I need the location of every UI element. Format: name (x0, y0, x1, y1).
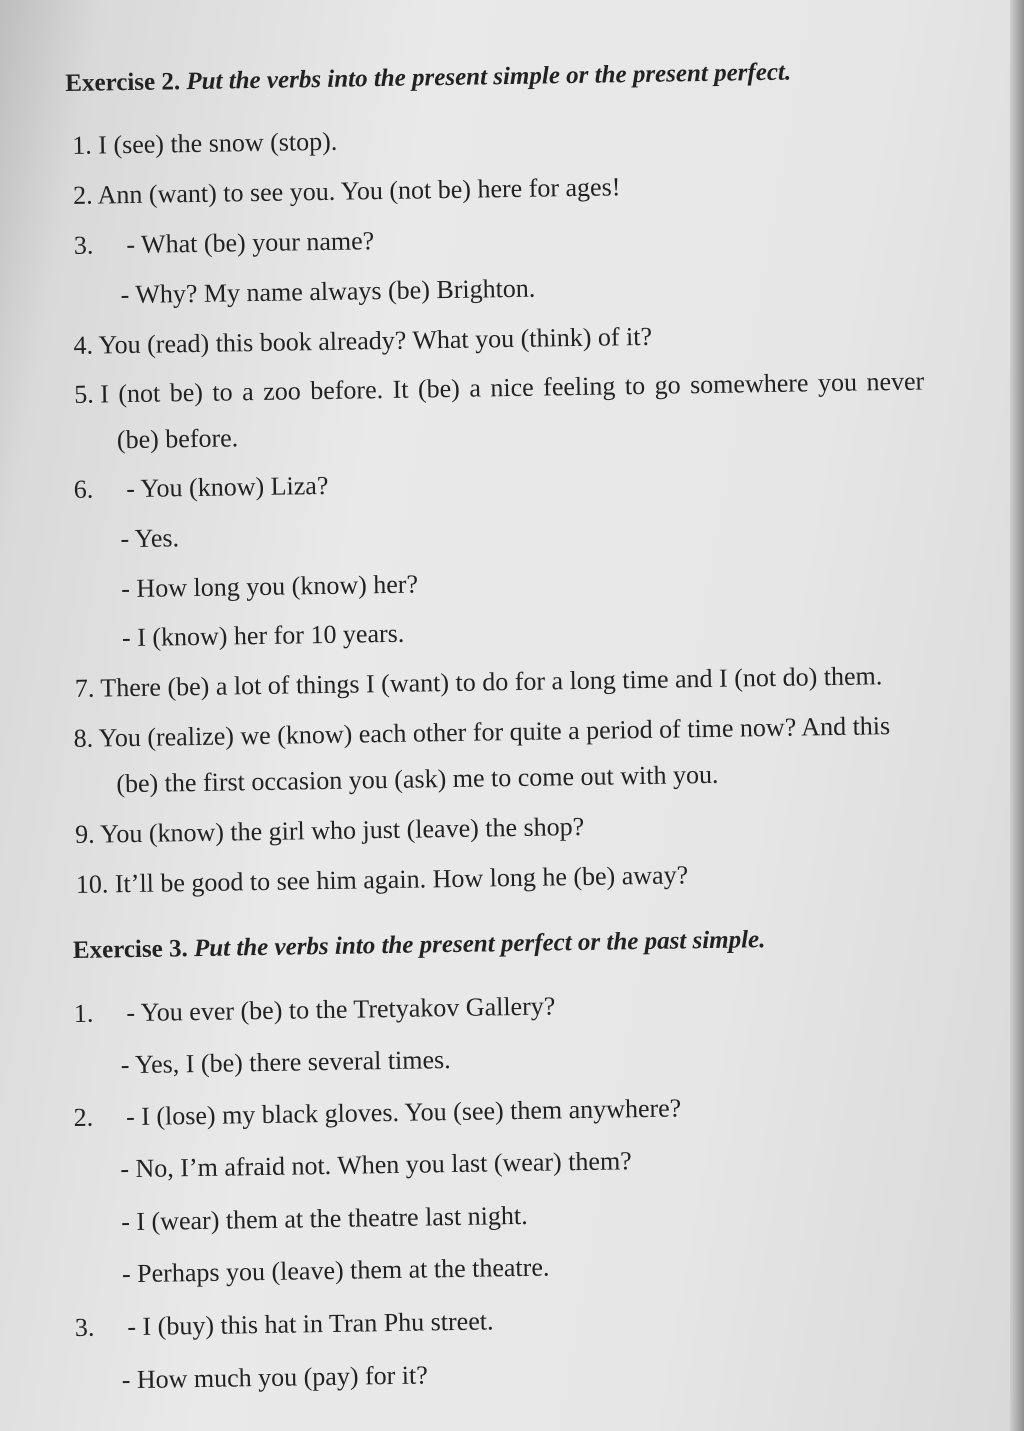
item-text: - Yes, I (be) there several times. (120, 1045, 451, 1080)
item-text: - Why? My name always (be) Brighton. (120, 273, 536, 310)
item-text: - You ever (be) to the Tretyakov Gallery? (126, 991, 556, 1028)
item-text: (be) the first occasion you (ask) me to come out with you. (116, 759, 719, 799)
item-text: - You (know) Liza? (125, 470, 329, 504)
item-number: 2. (73, 1102, 94, 1132)
ex2-item-6 (73, 471, 328, 505)
ex3-item-2 (73, 1093, 681, 1133)
item-text: - I (buy) this hat in Tran Phu street. (127, 1306, 494, 1342)
exercise-2-heading (65, 58, 791, 99)
item-text: There (be) a lot of things I (want) to do for a long time and I (not do) them. (100, 661, 883, 703)
item-text: - No, I’m afraid not. When you last (wear) them? (120, 1146, 632, 1184)
item-text: I (see) the snow (stop). (98, 126, 338, 160)
exercise-3-instruction: Put the verbs into the present perfect or the past simple. (193, 926, 766, 963)
item-number: 8. (73, 723, 94, 753)
item-text: - Yes. (120, 523, 180, 554)
ex2-item-3 (74, 226, 375, 261)
ex2-item-6-line-4 (122, 619, 405, 653)
exercise-3-label: Exercise 3. (72, 935, 188, 964)
item-number: 4. (73, 330, 94, 360)
exercise-2-instruction: Put the verbs into the present simple or the present perfect. (186, 58, 792, 96)
item-number: 6. (73, 474, 94, 504)
item-number: 1. (73, 998, 94, 1028)
exercise-3-heading (73, 925, 766, 966)
ex3-item-1-line-2 (121, 1045, 451, 1080)
item-text: It’ll be good to see him again. How long he (be) away? (114, 860, 689, 899)
item-text: - I (wear) them at the theatre last night. (120, 1200, 528, 1237)
ex3-item-2-line-2 (120, 1146, 632, 1184)
item-text: You (know) the girl who just (leave) the shop? (99, 811, 585, 849)
ex2-item-9 (75, 812, 585, 850)
item-number: 10. (75, 869, 109, 899)
ex3-item-3-line-2 (121, 1360, 428, 1395)
item-text: (be) before. (116, 423, 239, 455)
ex2-item-7 (75, 661, 883, 704)
item-text: - How long you (know) her? (121, 569, 419, 604)
item-text: I (not be) to a zoo before. It (be) a nice feeling to go somewhere you never (99, 366, 925, 409)
ex3-item-2-line-4 (122, 1253, 550, 1290)
ex3-item-1 (74, 991, 556, 1029)
item-text: You (read) this book already? What you (think) of it? (98, 321, 653, 360)
ex2-item-8-line-2 (116, 760, 719, 799)
ex2-item-5 (74, 367, 924, 410)
item-number: 2. (72, 180, 93, 210)
item-text: You (realize) we (know) each other for quite a period of time now? And this (98, 711, 891, 753)
ex2-item-5-line-2 (117, 423, 239, 455)
ex2-item-4 (73, 322, 652, 361)
ex2-item-8 (73, 711, 890, 754)
item-number: 7. (74, 673, 95, 703)
item-text: Ann (want) to see you. You (not be) here for ages! (97, 172, 621, 210)
item-number: 3. (74, 1312, 95, 1342)
item-number: 1. (72, 130, 93, 160)
ex2-item-10 (76, 860, 689, 900)
ex3-item-2-line-3 (121, 1201, 528, 1237)
item-text: - How much you (pay) for it? (121, 1360, 429, 1395)
item-number: 9. (74, 819, 95, 849)
ex2-item-6-line-2 (120, 523, 179, 554)
item-number: 5. (73, 379, 94, 409)
ex2-item-2 (73, 172, 621, 211)
ex2-item-1 (72, 127, 337, 161)
exercise-2-label: Exercise 2. (65, 68, 181, 97)
ex2-item-6-line-3 (121, 570, 418, 605)
ex3-item-3 (75, 1306, 494, 1343)
item-text: - What (be) your name? (126, 226, 375, 260)
item-text: - Perhaps you (leave) them at the theatre. (121, 1252, 550, 1289)
item-text: - I (lose) my black gloves. You (see) them anywhere? (125, 1093, 682, 1132)
item-text: - I (know) her for 10 years. (121, 618, 405, 653)
item-number: 3. (73, 230, 94, 260)
ex2-item-3-line-2 (120, 274, 535, 311)
